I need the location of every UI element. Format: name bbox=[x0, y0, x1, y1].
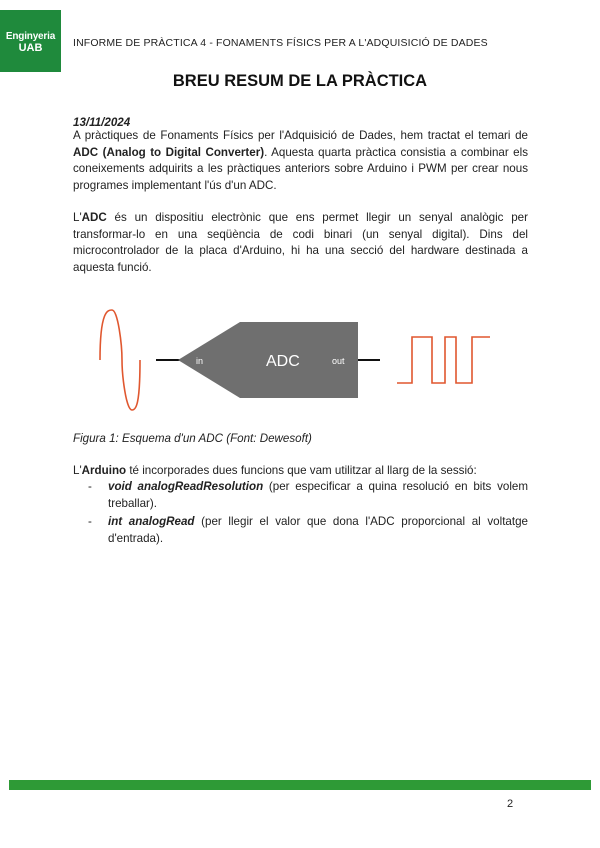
p2-text-c: és un dispositiu electrònic que ens permet llegir un senyal analògic per transformar-lo en una seqüència de codi binari (un senyal digital). Dins del microcontrolador de la placa d'Arduino, hi ha una secció del hardware destinada a aquesta funció. bbox=[73, 211, 528, 274]
section-title: BREU RESUM DE LA PRÀCTICA bbox=[172, 72, 428, 90]
p1-text-a: A pràctiques de Fonaments Físics per l'Adquisició de Dades, hem tractat el temari de bbox=[73, 129, 528, 142]
list-item bbox=[88, 479, 528, 512]
p2-text-a: L' bbox=[73, 211, 82, 224]
paragraph-adc bbox=[73, 210, 528, 276]
function-description: (per llegir el valor que dona l'ADC proporcional al voltatge d'entrada). bbox=[108, 515, 528, 545]
adc-diagram bbox=[90, 305, 510, 415]
adc-label: ADC bbox=[266, 353, 300, 370]
footer-bar bbox=[9, 780, 591, 790]
p1-text-c: . Aquesta quarta pràctica consistia a combinar els coneixements adquirits a les pràctiques anteriors sobre Arduino i PWM per crear nous programes implementant l'ús d'un ADC. bbox=[73, 145, 528, 192]
p2-adc-term: ADC bbox=[81, 211, 107, 224]
p1-adc-term: ADC (Analog to Digital Converter) bbox=[73, 145, 265, 159]
adc-out-label: out bbox=[332, 356, 345, 366]
report-date: 13/11/2024 bbox=[73, 116, 131, 129]
adc-in-label: in bbox=[196, 356, 204, 366]
analog-sine-wave bbox=[100, 310, 140, 410]
digital-square-wave bbox=[397, 337, 490, 383]
list-item bbox=[88, 514, 528, 547]
p3-text-c: té incorporades dues funcions que vam utilitzar al llarg de la sessió: bbox=[126, 464, 477, 477]
page-number: 2 bbox=[507, 798, 514, 810]
p3-text-a: L' bbox=[73, 464, 82, 477]
p3-arduino-term: Arduino bbox=[81, 464, 127, 477]
function-description: (per especificar a quina resolució en bits volem treballar). bbox=[108, 480, 528, 510]
function-name: int analogRead bbox=[108, 515, 195, 528]
list-dash: - bbox=[88, 480, 92, 493]
paragraph-arduino bbox=[73, 463, 528, 480]
logo-line-1: Enginyeria bbox=[5, 31, 56, 42]
header-title: INFORME DE PRÀCTICA 4 - FONAMENTS FÍSICS PER A L'ADQUISICIÓ DE DADES bbox=[73, 37, 488, 49]
list-dash: - bbox=[88, 515, 92, 528]
function-name: void analogReadResolution bbox=[108, 480, 264, 493]
uab-logo bbox=[0, 10, 61, 72]
function-list bbox=[88, 479, 528, 547]
figure-caption: Figura 1: Esquema d'un ADC (Font: Dewesoft) bbox=[73, 432, 312, 445]
paragraph-intro bbox=[73, 128, 528, 194]
logo-line-2: UAB bbox=[18, 42, 43, 54]
